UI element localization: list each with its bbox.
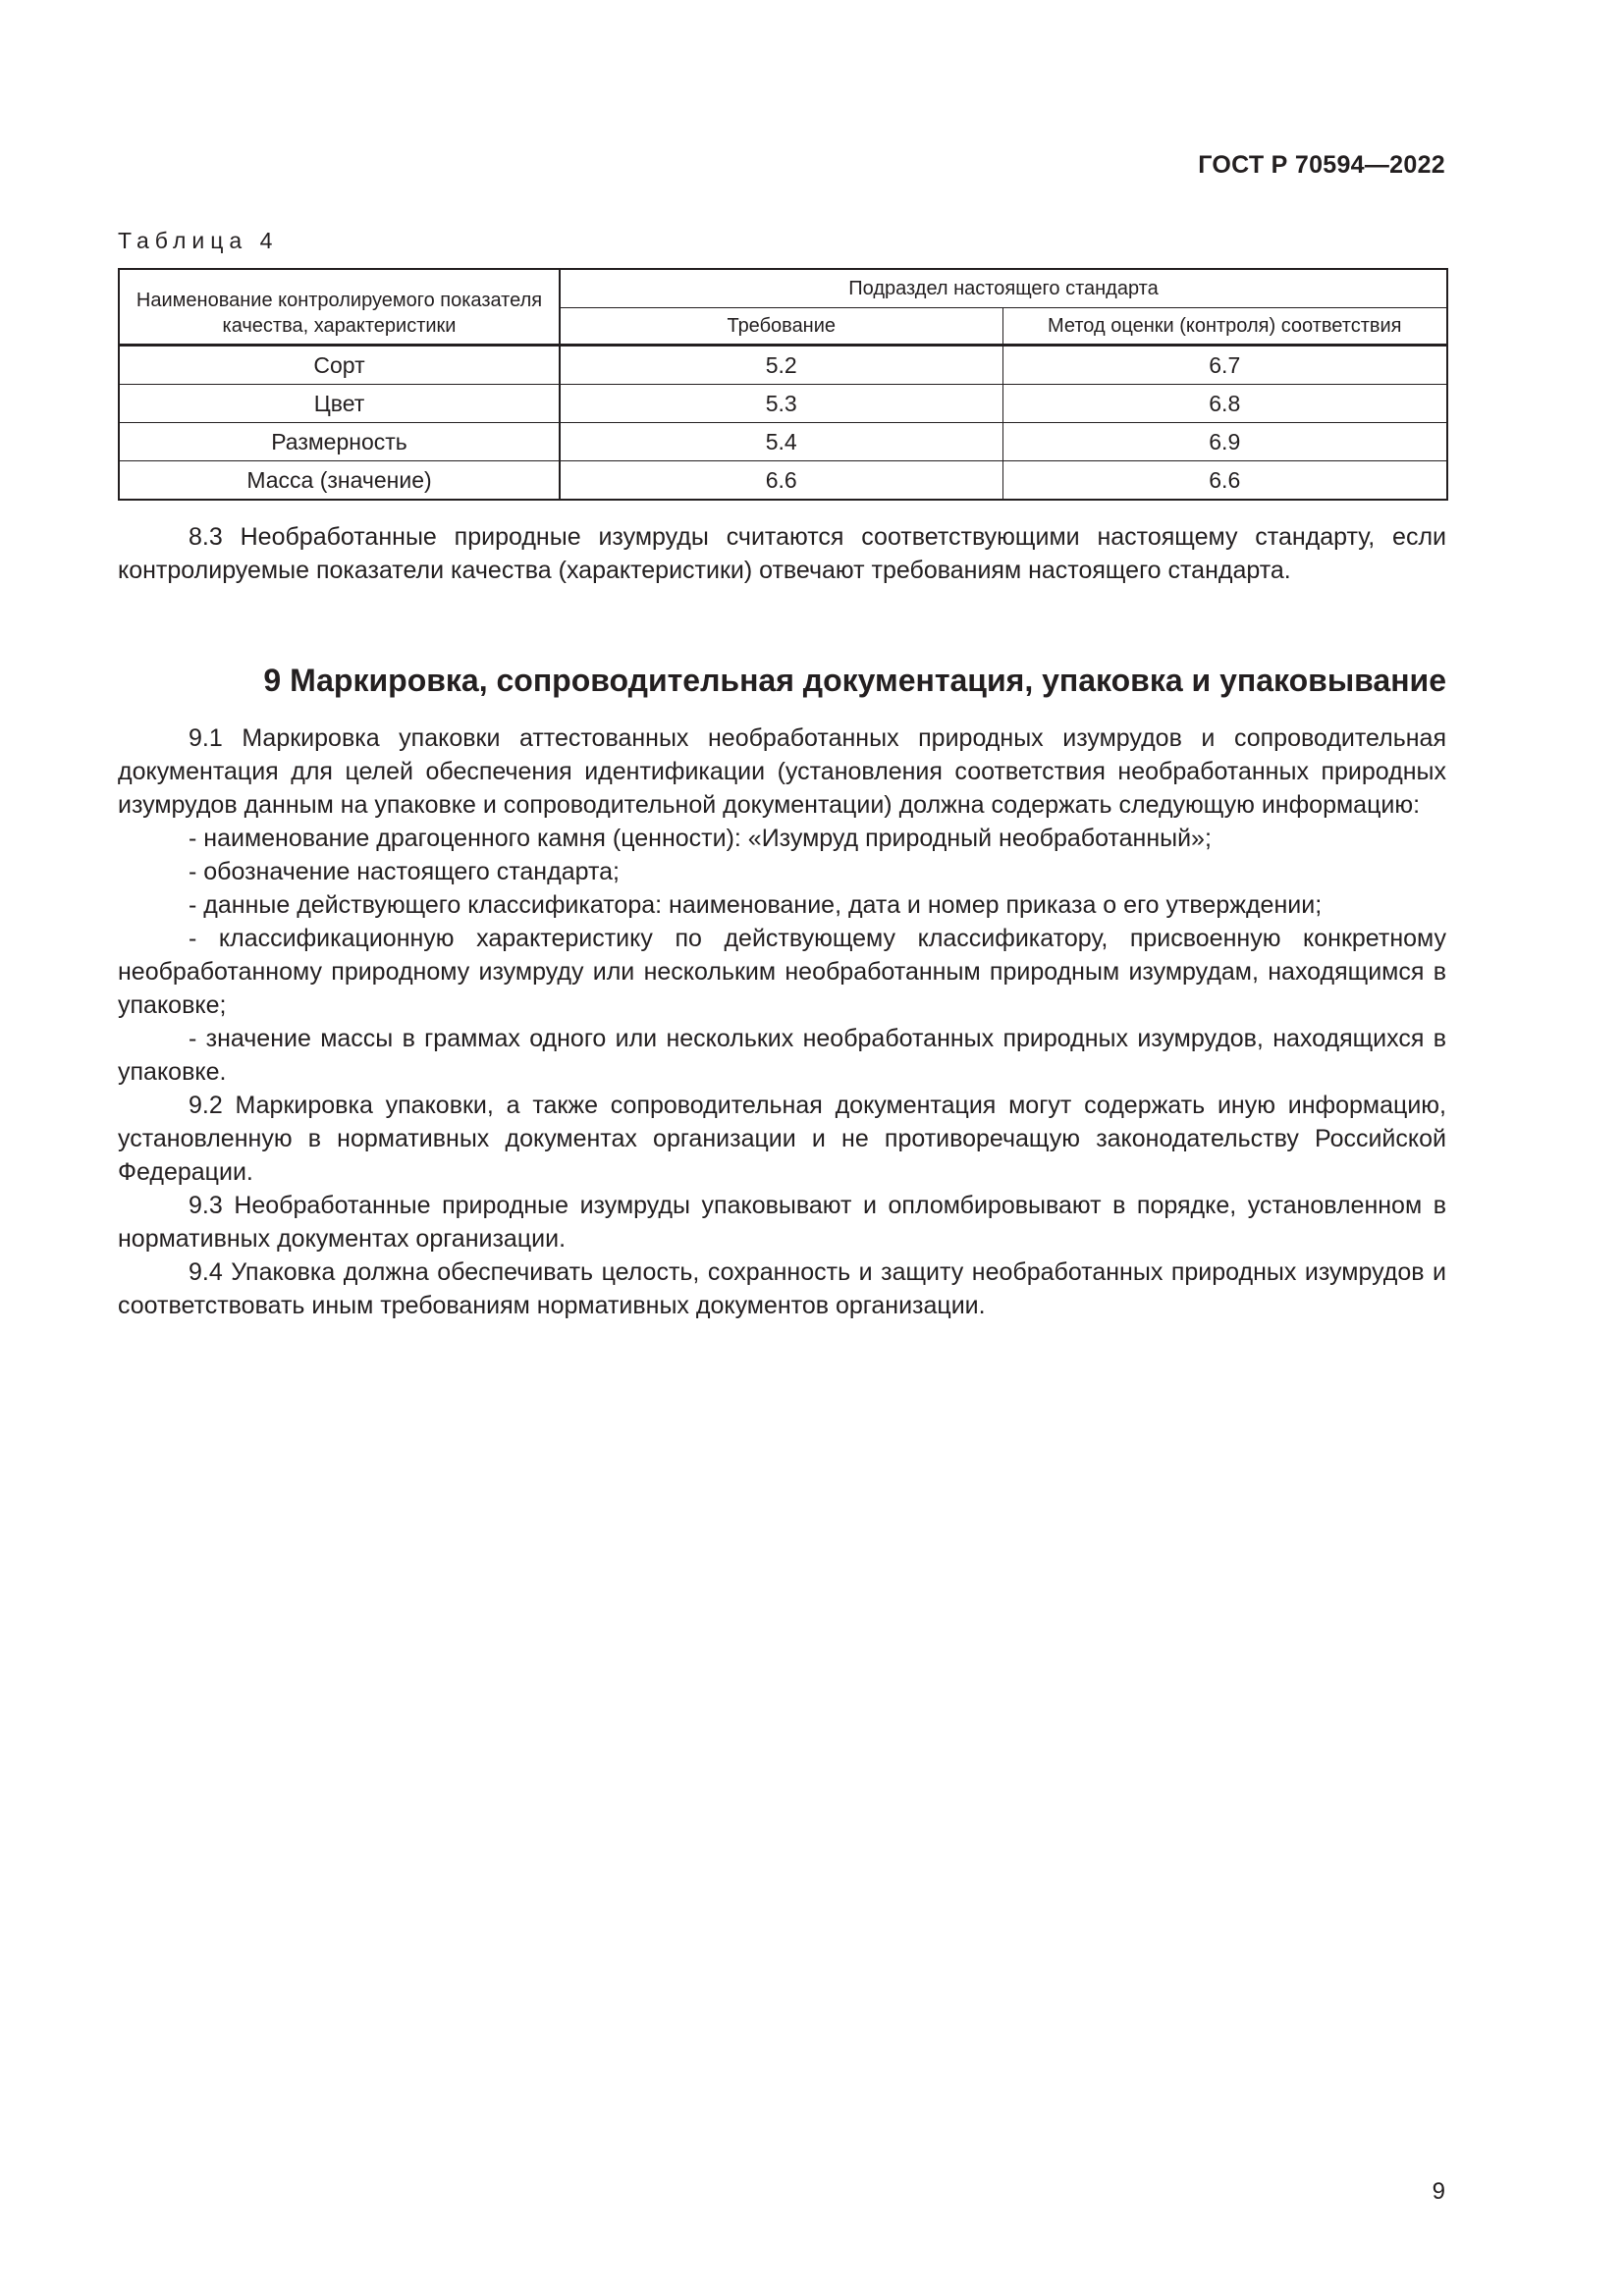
row-indicator-name: Цвет (119, 385, 560, 423)
row-indicator-name: Масса (значение) (119, 461, 560, 501)
list-item: - наименование драгоценного камня (ценности): «Изумруд природный необработанный»; (189, 825, 1212, 852)
table-header-indicator: Наименование контролируемого показателя качества, характеристики (119, 269, 560, 346)
row-requirement: 5.4 (560, 423, 1002, 461)
table-row (119, 346, 1447, 385)
paragraph-8-3: 8.3 Необработанные природные изумруды считаются соответствующими настоящему стандарту, если контролируемые показатели качества (характеристики) отвечают требованиям настоящего стандарта. (118, 523, 1446, 584)
list-item: - классификационную характеристику по действующему классификатору, присвоенную конкретному необработанному природному изумруду или нескольким необработанным природным изумрудам, находящимся в упаковке; (118, 925, 1446, 1019)
list-item: - значение массы в граммах одного или нескольких необработанных природных изумрудов, находящихся в упаковке. (118, 1025, 1446, 1086)
table-caption: Таблица 4 (118, 228, 279, 253)
row-requirement: 5.3 (560, 385, 1002, 423)
section-9-heading: 9 Маркировка, сопроводительная документация, упаковка и упаковывание (263, 663, 1446, 698)
requirements-table (118, 268, 1448, 501)
document-code: ГОСТ Р 70594—2022 (1198, 151, 1445, 179)
table-row (119, 423, 1447, 461)
paragraph-9-1: 9.1 Маркировка упаковки аттестованных необработанных природных изумрудов и сопроводительная документация для целей обеспечения идентификации (установления соответствия необработанных природных изумрудов данным на упаковке и сопроводительной документации) должна содержать следующую информацию: (118, 724, 1446, 819)
list-item: - данные действующего классификатора: наименование, дата и номер приказа о его утверждении; (189, 891, 1323, 919)
paragraph-9-4: 9.4 Упаковка должна обеспечивать целость, сохранность и защиту необработанных природных изумрудов и соответствовать иным требованиям нормативных документов организации. (118, 1258, 1446, 1319)
row-method: 6.6 (1002, 461, 1447, 501)
row-indicator-name: Размерность (119, 423, 560, 461)
row-indicator-name: Сорт (119, 346, 560, 385)
row-requirement: 6.6 (560, 461, 1002, 501)
row-method: 6.9 (1002, 423, 1447, 461)
list-item: - обозначение настоящего стандарта; (189, 858, 620, 885)
table-header-requirement: Требование (560, 308, 1002, 346)
row-method: 6.8 (1002, 385, 1447, 423)
page-number: 9 (1432, 2178, 1445, 2205)
clause-8-3 (118, 520, 1446, 587)
table-row (119, 385, 1447, 423)
paragraph-9-3: 9.3 Необработанные природные изумруды упаковывают и опломбировывают в порядке, установленном в нормативных документах организации. (118, 1192, 1446, 1253)
row-method: 6.7 (1002, 346, 1447, 385)
section-9-body (118, 721, 1446, 1322)
paragraph-9-2: 9.2 Маркировка упаковки, а также сопроводительная документация могут содержать иную информацию, установленную в нормативных документах организации и не противоречащую законодательству Российской Федерации. (118, 1092, 1446, 1186)
table-header-subsection: Подраздел настоящего стандарта (560, 269, 1447, 308)
table-header-method: Метод оценки (контроля) соответствия (1002, 308, 1447, 346)
row-requirement: 5.2 (560, 346, 1002, 385)
table-row (119, 461, 1447, 501)
